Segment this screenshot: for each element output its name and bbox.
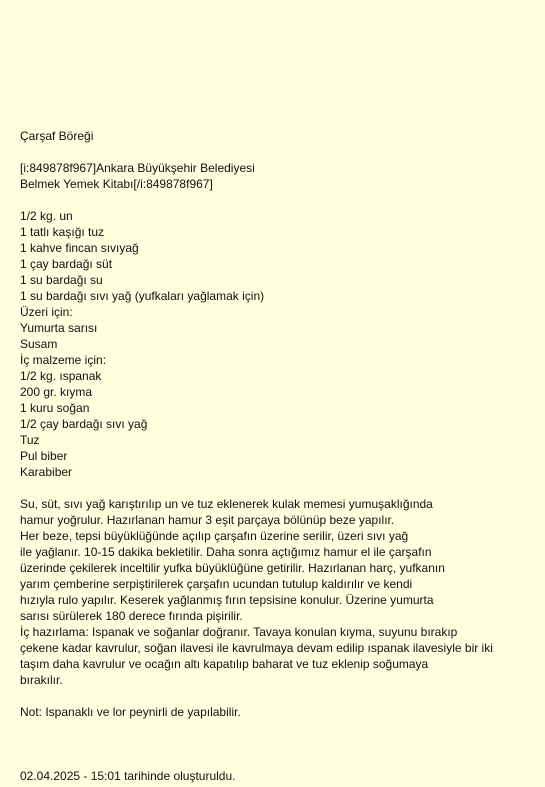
instruction-line: bırakılır.: [20, 673, 63, 687]
ingredient-section-heading: İç malzeme için:: [20, 353, 107, 367]
instruction-line: taşım daha kavrulur ve ocağın altı kapatılıp baharat ve tuz eklenip soğumaya: [20, 657, 429, 671]
instruction-line: yarım çemberine serpiştirilerek çarşafın ucundan tutulup kaldırılır ve kendi: [20, 577, 413, 591]
spacer: [20, 688, 535, 704]
instruction-line: çekene kadar kavrulur, soğan ilavesi ile kavrulmaya devam edilip ıspanak ilavesiyle bir iki: [20, 641, 493, 655]
ingredient-section-heading: Üzeri için:: [20, 305, 73, 319]
ingredient-item: Karabiber: [20, 465, 73, 479]
ingredient-item: 1 kuru soğan: [20, 401, 90, 415]
spacer: [20, 144, 535, 160]
instruction-line: üzerinde çekilerek inceltilir yufka büyüklüğüne getirilir. Hazırlanan harç, yufkanın: [20, 561, 445, 575]
spacer: [20, 192, 535, 208]
instruction-line: hızıyla rulo yapılır. Keserek yağlanmış fırın tepsisine konulur. Üzerine yumurta: [20, 593, 434, 607]
ingredient-item: Yumurta sarısı: [20, 321, 98, 335]
ingredients-list: [20, 208, 535, 480]
instruction-line: sarısı sürülerek 180 derece fırında pişirilir.: [20, 609, 243, 623]
instruction-line: Su, süt, sıvı yağ karıştırılıp un ve tuz eklenerek kulak memesi yumuşaklığında: [20, 497, 433, 511]
ingredient-item: Pul biber: [20, 449, 68, 463]
ingredient-item: 1/2 çay bardağı sıvı yağ: [20, 417, 148, 431]
instruction-line: İç hazırlama: Ispanak ve soğanlar doğranır. Tavaya konulan kıyma, suyunu bırakıp: [20, 625, 458, 639]
instruction-line: ile yağlanır. 10-15 dakika bekletilir. Daha sonra açtığımız hamur el ile çarşafın: [20, 545, 432, 559]
instruction-line: hamur yoğrulur. Hazırlanan hamur 3 eşit parçaya bölünüp beze yapılır.: [20, 513, 395, 527]
ingredient-item: 1/2 kg. ıspanak: [20, 369, 102, 383]
ingredient-item: 1/2 kg. un: [20, 209, 73, 223]
recipe-source-line: [i:849878f967]Ankara Büyükşehir Belediyesi: [20, 161, 255, 175]
ingredient-item: 1 çay bardağı süt: [20, 257, 113, 271]
ingredient-item: 1 kahve fincan sıvıyağ: [20, 241, 139, 255]
spacer: [20, 480, 535, 496]
instruction-line: Her beze, tepsi büyüklüğünde açılıp çarşafın üzerine serilir, üzeri sıvı yağ: [20, 529, 409, 543]
recipe-source-line: Belmek Yemek Kitabı[/i:849878f967]: [20, 177, 213, 191]
ingredient-item: 1 tatlı kaşığı tuz: [20, 225, 105, 239]
ingredient-item: 1 su bardağı su: [20, 273, 103, 287]
recipe-document: [20, 128, 535, 720]
created-timestamp: 02.04.2025 - 15:01 tarihinde oluşturuldu.: [20, 769, 236, 783]
recipe-title: Çarşaf Böreği: [20, 129, 94, 143]
instructions-block: [20, 496, 535, 688]
ingredient-item: Tuz: [20, 433, 40, 447]
ingredient-item: 1 su bardağı sıvı yağ (yufkaları yağlamak için): [20, 289, 265, 303]
recipe-note: Not: Ispanaklı ve lor peynirli de yapılabilir.: [20, 705, 241, 719]
ingredient-item: 200 gr. kıyma: [20, 385, 93, 399]
ingredient-item: Susam: [20, 337, 58, 351]
